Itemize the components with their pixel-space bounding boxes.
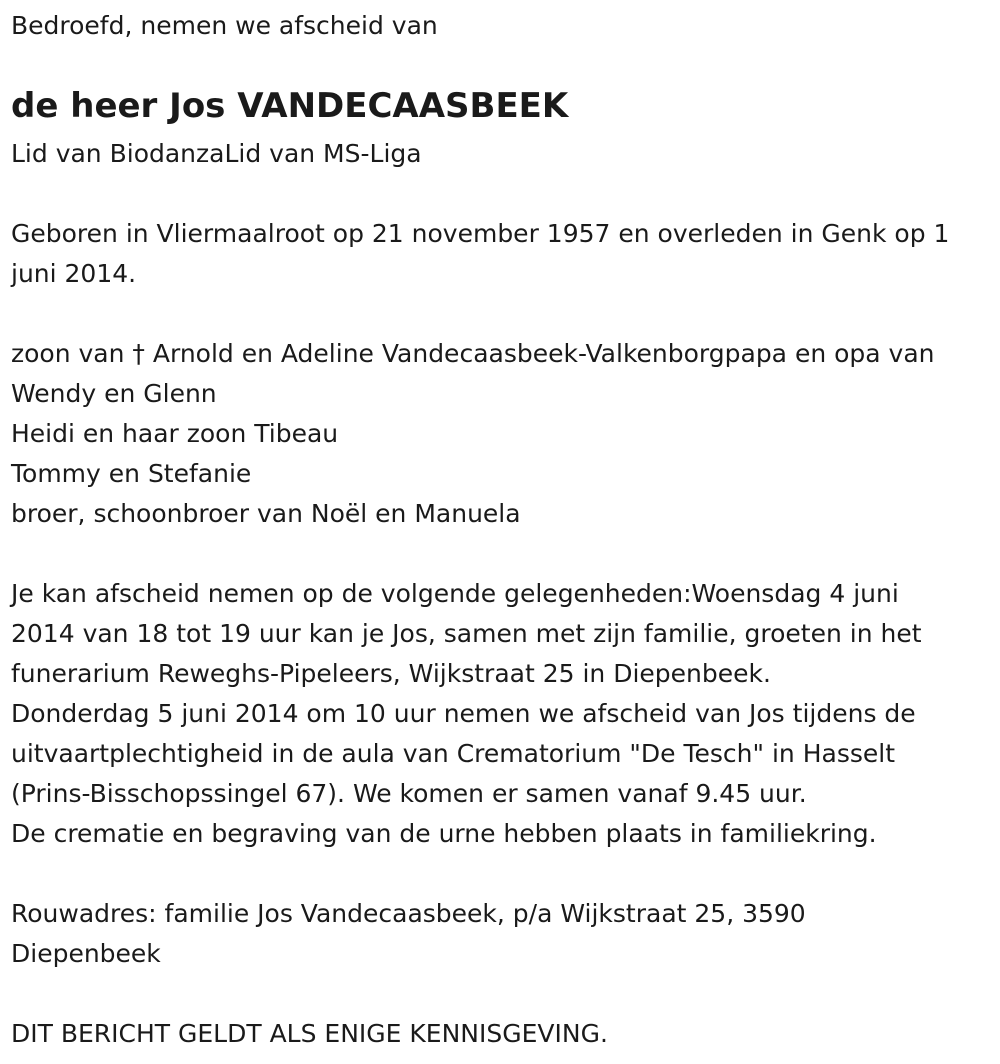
family-line: Wendy en Glenn (11, 379, 217, 408)
farewell-line: funerarium Reweghs-Pipeleers, Wijkstraat 25 in Diepenbeek. (11, 659, 771, 688)
farewell-line: (Prins-Bisschopssingel 67). We komen er samen vanaf 9.45 uur. (11, 779, 807, 808)
family-section (11, 334, 935, 534)
farewell-line: 2014 van 18 tot 19 uur kan je Jos, samen met zijn familie, groeten in het (11, 619, 922, 648)
farewell-section (11, 574, 922, 854)
parents-text: Arnold en Adeline Vandecaasbeek-Valkenborgpapa en opa van (152, 339, 935, 368)
address-line-1: Rouwadres: familie Jos Vandecaasbeek, p/a Wijkstraat 25, 3590 (11, 899, 806, 928)
membership-section (11, 134, 422, 174)
membership-text: Lid van BiodanzaLid van MS-Liga (11, 139, 422, 168)
farewell-line: Donderdag 5 juni 2014 om 10 uur nemen we afscheid van Jos tijdens de (11, 699, 916, 728)
mourning-address-section (11, 894, 806, 974)
family-line: Heidi en haar zoon Tibeau (11, 419, 339, 448)
farewell-line: uitvaartplechtigheid in de aula van Crematorium "De Tesch" in Hasselt (11, 739, 895, 768)
farewell-line: De crematie en begraving van de urne hebben plaats in familiekring. (11, 819, 877, 848)
farewell-line: Je kan afscheid nemen op de volgende gelegenheden:Woensdag 4 juni (11, 579, 899, 608)
intro-text: Bedroefd, nemen we afscheid van (11, 11, 438, 40)
birth-line-2: juni 2014. (11, 259, 137, 288)
deceased-name: de heer Jos VANDECAASBEEK (11, 86, 569, 126)
family-line: broer, schoonbroer van Noël en Manuela (11, 499, 521, 528)
cross-icon: † (132, 339, 145, 368)
official-notice-text: DIT BERICHT GELDT ALS ENIGE KENNISGEVING. (11, 1019, 608, 1048)
notice-section (11, 1014, 608, 1054)
address-line-2: Diepenbeek (11, 939, 161, 968)
birth-line-1: Geboren in Vliermaalroot op 21 november 1957 en overleden in Genk op 1 (11, 219, 950, 248)
birth-death-section (11, 214, 949, 294)
son-of-label: zoon van (11, 339, 125, 368)
family-parents-line (11, 334, 935, 374)
family-line: Tommy en Stefanie (11, 459, 252, 488)
